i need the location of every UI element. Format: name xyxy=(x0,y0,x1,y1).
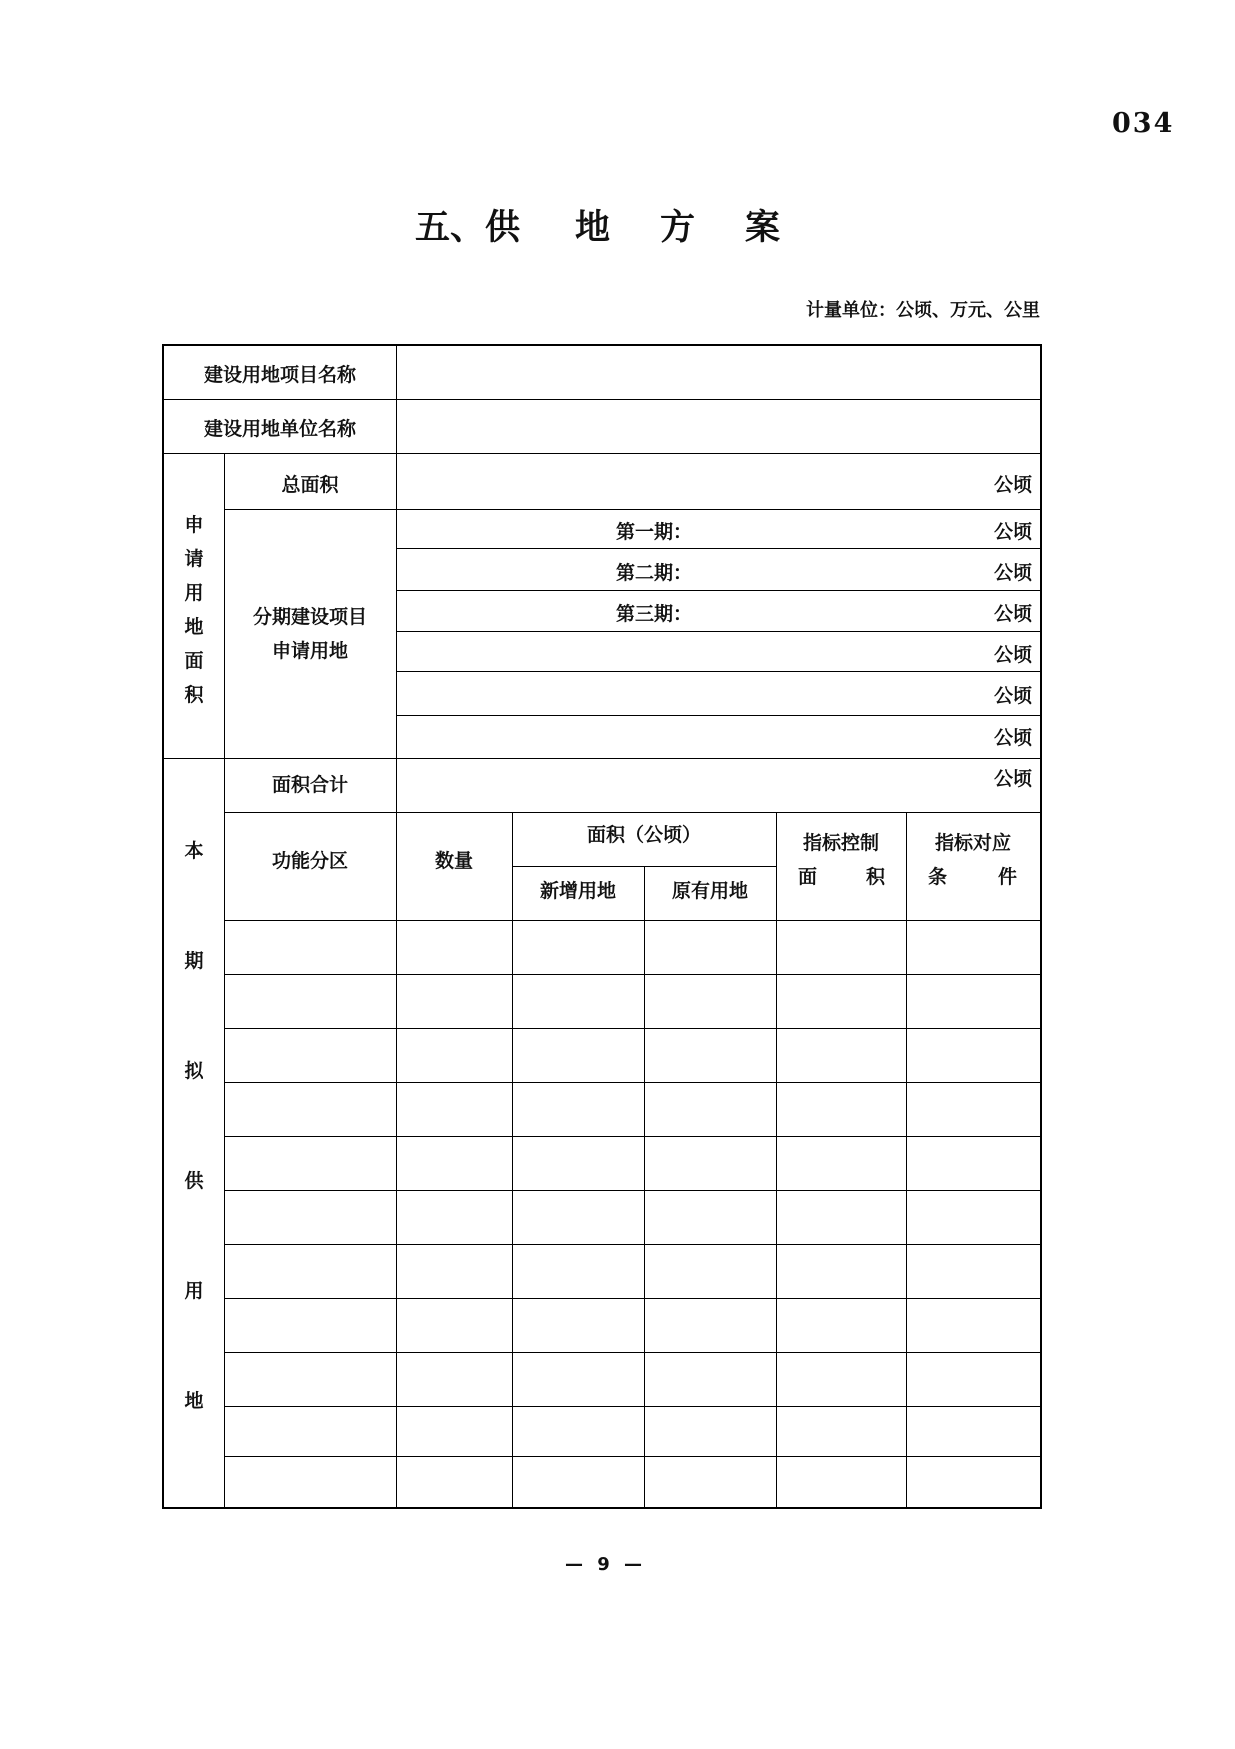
page-footer: — 9 — xyxy=(565,1554,647,1575)
col-header-control-line1: 指标控制 xyxy=(802,832,879,854)
phased-label-line2: 申请用地 xyxy=(271,640,348,662)
phase-6-unit: 公顷 xyxy=(993,727,1032,749)
project-name-field[interactable] xyxy=(398,348,1038,398)
unit-name-label: 建设用地单位名称 xyxy=(203,418,356,440)
col-header-area: 面积（公顷） xyxy=(586,824,701,846)
phase-1-label: 第一期： xyxy=(616,521,693,543)
title-part-2: 地 xyxy=(575,207,611,248)
area-total-label: 面积合计 xyxy=(271,774,348,796)
page-number: 034 xyxy=(1112,108,1175,139)
col-header-new-land: 新增用地 xyxy=(539,880,616,902)
unit-note: 计量单位：公顷、万元、公里 xyxy=(806,300,1040,321)
total-area-unit: 公顷 xyxy=(993,474,1032,496)
applied-area-side-label: 申 请 用 地 面 积 xyxy=(184,514,204,706)
phase-3-unit: 公顷 xyxy=(993,603,1032,625)
col-header-control-char-b: 积 xyxy=(866,866,886,888)
col-header-cond-line1: 指标对应 xyxy=(934,832,1011,854)
area-total-unit: 公顷 xyxy=(993,768,1032,790)
title-part-1: 五、供 xyxy=(415,207,521,248)
col-header-cond-char-b: 件 xyxy=(998,866,1018,888)
phase-4-unit: 公顷 xyxy=(993,644,1032,666)
land-supply-table: 建设用地项目名称 建设用地单位名称 申 请 用 地 面 积 总面积 公顷 分期建设项目 申请用地 第一期： 公顷 第二期： 公顷 第三期： 公顷 公顷 公顷 公顷 本 期 拟 供 用 地 面积合计 公顷 功能分区 数量 面积（公顷） 新增用地 原有用地 指标控制 面 积 指标对应 条 件 xyxy=(162,344,1042,1509)
title-part-4: 案 xyxy=(745,207,781,248)
title-part-3: 方 xyxy=(660,207,696,248)
unit-name-field[interactable] xyxy=(398,402,1038,452)
phase-3-label: 第三期： xyxy=(616,603,693,625)
project-name-label: 建设用地项目名称 xyxy=(203,364,356,386)
col-header-zone: 功能分区 xyxy=(271,850,348,872)
col-header-cond-char-a: 条 xyxy=(928,866,948,888)
col-header-control-char-a: 面 xyxy=(798,866,818,888)
phase-5-unit: 公顷 xyxy=(993,685,1032,707)
col-header-quantity: 数量 xyxy=(434,850,473,872)
phase-1-unit: 公顷 xyxy=(993,521,1032,543)
phase-2-unit: 公顷 xyxy=(993,562,1032,584)
phase-2-label: 第二期： xyxy=(616,562,693,584)
phased-label-line1: 分期建设项目 xyxy=(252,606,367,628)
col-header-existing-land: 原有用地 xyxy=(671,880,748,902)
total-area-label: 总面积 xyxy=(281,474,339,496)
